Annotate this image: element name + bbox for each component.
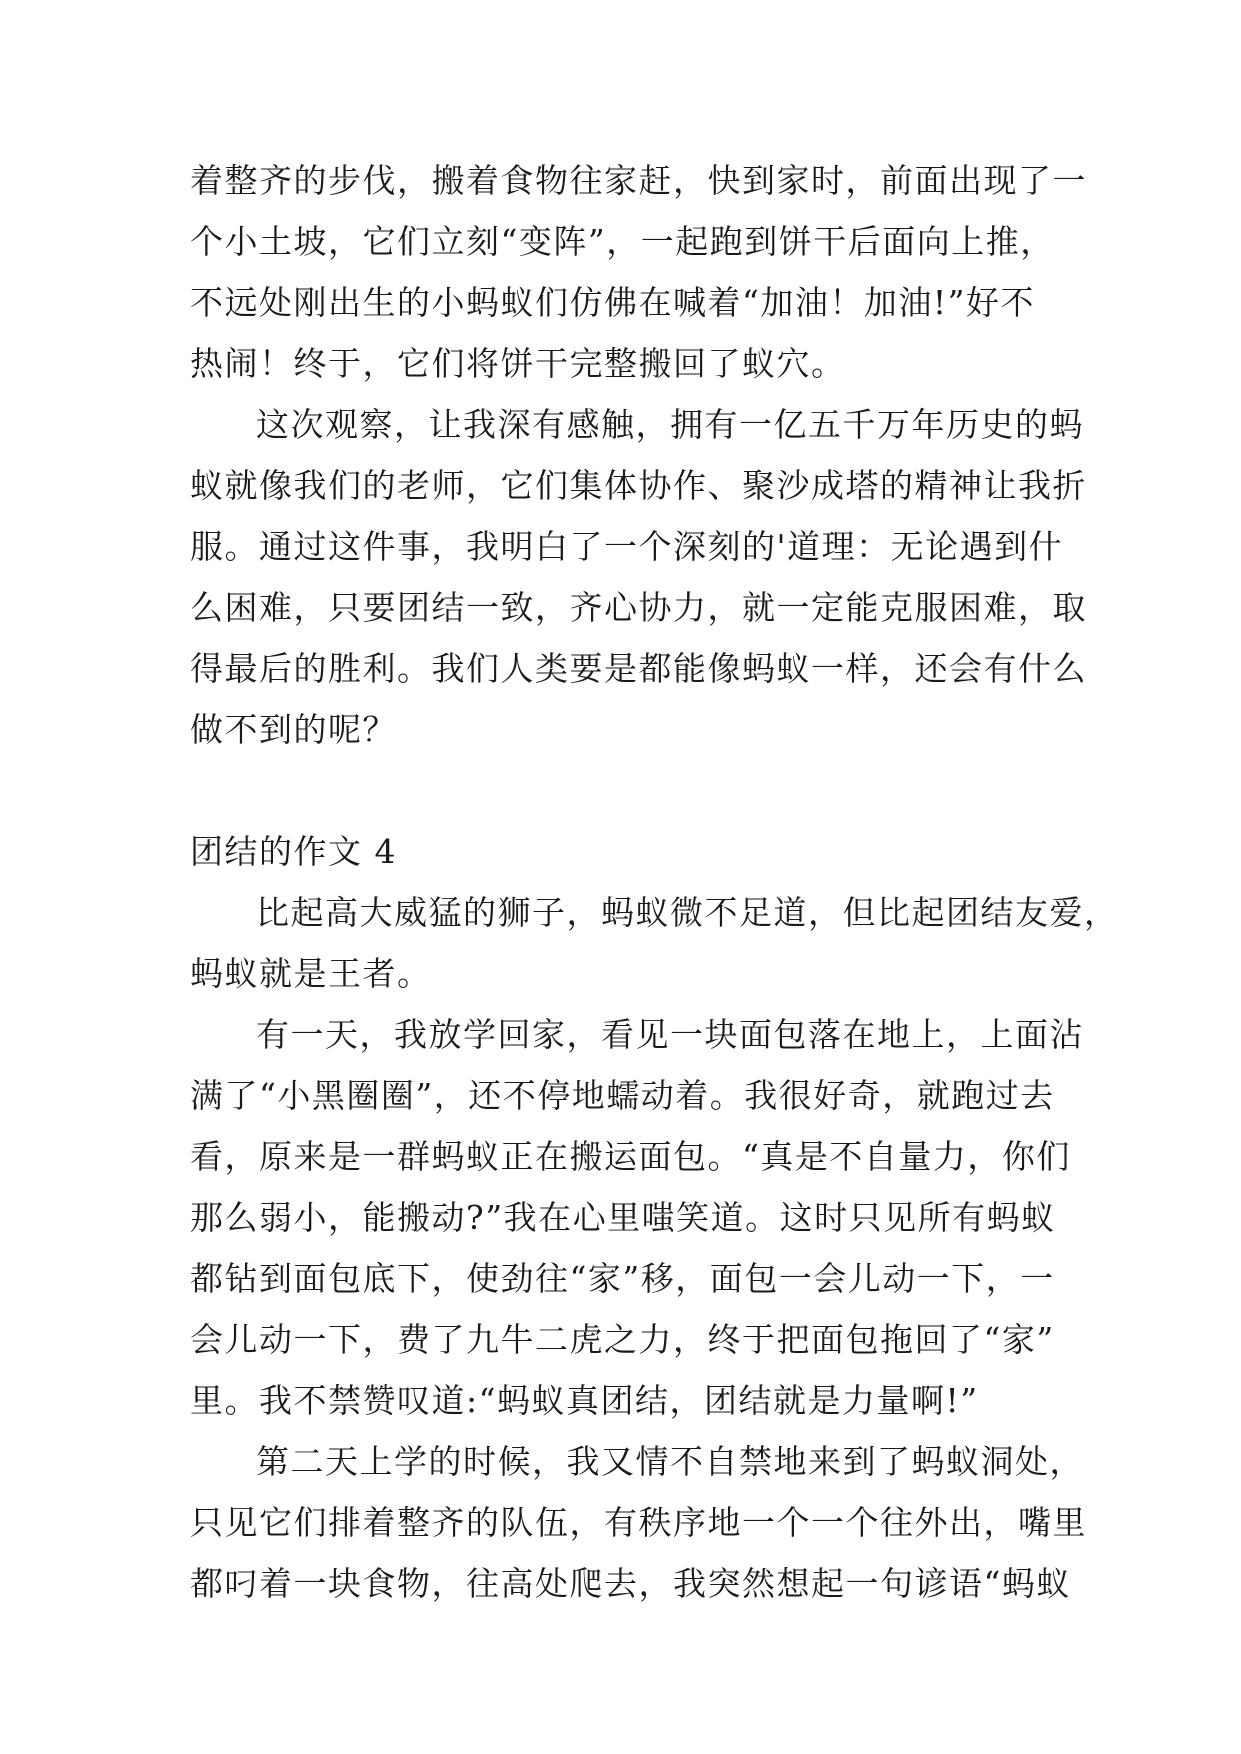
- text-line: 服。通过这件事，我明白了一个深刻的'道理：无论遇到什: [190, 527, 1064, 566]
- text-line: 做不到的呢？: [190, 710, 397, 749]
- paragraph: [190, 1004, 1084, 1431]
- text-line: 那么弱小，能搬动?”我在心里嗤笑道。这时只见所有蚂蚁: [190, 1198, 1056, 1237]
- text-line: 有一天，我放学回家，看见一块面包落在地上，上面沾: [256, 1015, 1084, 1054]
- paragraph: [190, 394, 1087, 760]
- text-line: 只见它们排着整齐的队伍，有秩序地一个一个往外出，嘴里: [190, 1503, 1087, 1542]
- text-line: 不远处刚出生的小蚂蚁们仿佛在喊着“加油！加油!”好不: [190, 283, 1036, 322]
- text-line: 么困难，只要团结一致，齐心协力，就一定能克服困难，取: [190, 588, 1087, 627]
- text-line: 蚁就像我们的老师，它们集体协作、聚沙成塔的精神让我折: [190, 466, 1087, 505]
- text-line: 热闹！终于，它们将饼干完整搬回了蚁穴。: [190, 344, 846, 383]
- text-line: 个小土坡，它们立刻“变阵”，一起跑到饼干后面向上推，: [190, 222, 1055, 261]
- section-gap: [190, 760, 1070, 821]
- text-line: 这次观察，让我深有感触，拥有一亿五千万年历史的蚂: [256, 405, 1084, 444]
- paragraph: [190, 1431, 1087, 1614]
- text-line: 看，原来是一群蚂蚁正在搬运面包。“真是不自量力，你们: [190, 1137, 1071, 1176]
- text-line: 比起高大威猛的狮子，蚂蚁微不足道，但比起团结友爱，: [256, 893, 1119, 932]
- essay-heading: 团结的作文 4: [190, 832, 397, 871]
- text-line: 会儿动一下，费了九牛二虎之力，终于把面包拖回了“家”: [190, 1320, 1055, 1359]
- text-line: 里。我不禁赞叹道:“蚂蚁真团结，团结就是力量啊!”: [190, 1381, 979, 1420]
- text-line: 都钻到面包底下，使劲往“家”移，面包一会儿动一下，一: [190, 1259, 1055, 1298]
- text-line: 都叼着一块食物，往高处爬去，我突然想起一句谚语“蚂蚁: [190, 1564, 1071, 1603]
- paragraph: [190, 150, 1087, 394]
- document-body: [190, 150, 1119, 1614]
- text-line: 得最后的胜利。我们人类要是都能像蚂蚁一样，还会有什么: [190, 649, 1087, 688]
- text-line: 着整齐的步伐，搬着食物往家赶，快到家时，前面出现了一: [190, 161, 1087, 200]
- text-line: 满了“小黑圈圈”，还不停地蠕动着。我很好奇，就跑过去: [190, 1076, 1055, 1115]
- text-line: 蚂蚁就是王者。: [190, 954, 432, 993]
- text-line: 第二天上学的时候，我又情不自禁地来到了蚂蚁洞处，: [256, 1442, 1084, 1481]
- paragraph: [190, 882, 1119, 1004]
